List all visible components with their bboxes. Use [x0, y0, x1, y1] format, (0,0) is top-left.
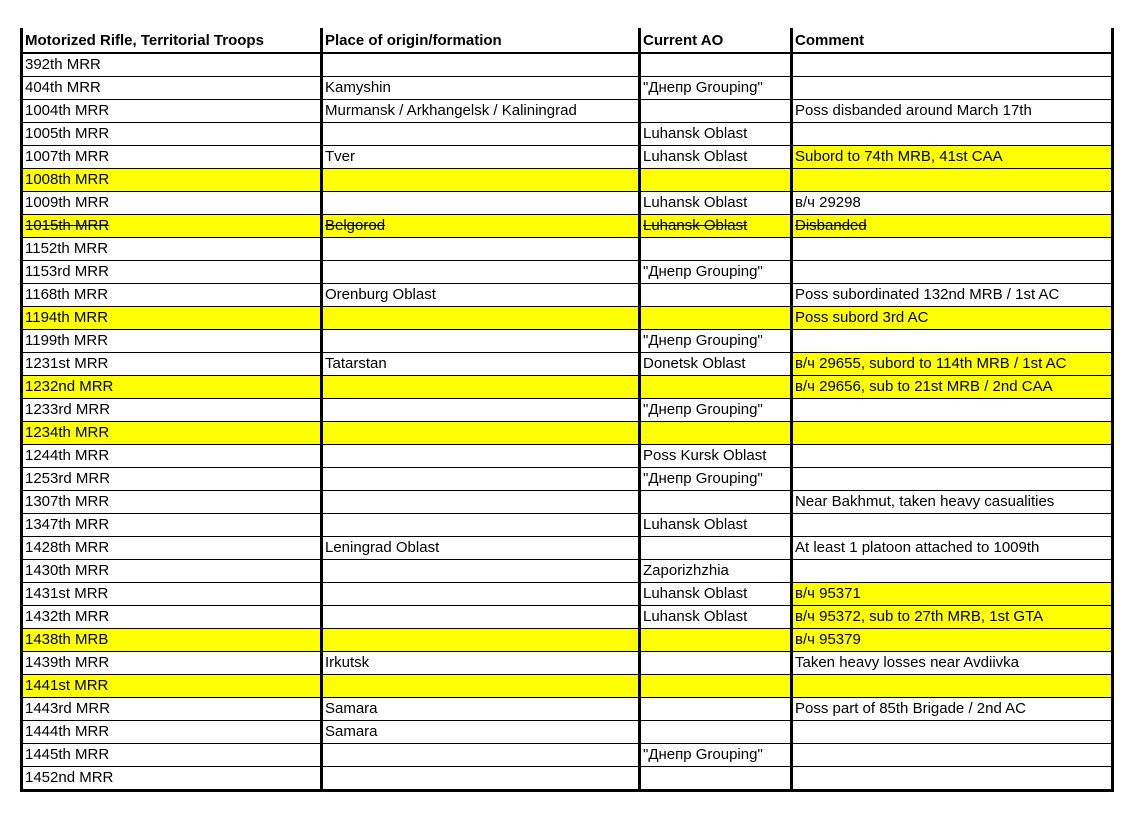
unit-cell: 1234th MRR	[22, 422, 322, 445]
origin-cell	[322, 422, 640, 445]
comment-cell	[792, 261, 1113, 284]
unit-cell: 1428th MRR	[22, 537, 322, 560]
comment-cell: At least 1 platoon attached to 1009th	[792, 537, 1113, 560]
origin-cell	[322, 376, 640, 399]
table-row	[22, 123, 1113, 146]
comment-cell: Poss part of 85th Brigade / 2nd AC	[792, 698, 1113, 721]
comment-cell: Subord to 74th MRB, 41st CAA	[792, 146, 1113, 169]
current-ao-cell: Zaporizhzhia	[640, 560, 792, 583]
origin-cell	[322, 675, 640, 698]
comment-cell	[792, 744, 1113, 767]
table-row	[22, 146, 1113, 169]
current-ao-cell: "Днепр Grouping"	[640, 468, 792, 491]
table-row	[22, 307, 1113, 330]
comment-cell	[792, 399, 1113, 422]
unit-cell: 1007th MRR	[22, 146, 322, 169]
current-ao-cell	[640, 422, 792, 445]
comment-cell	[792, 767, 1113, 791]
unit-cell: 1307th MRR	[22, 491, 322, 514]
comment-cell: Disbanded	[792, 215, 1113, 238]
current-ao-cell	[640, 169, 792, 192]
unit-cell: 1152th MRR	[22, 238, 322, 261]
unit-cell: 1015th MRR	[22, 215, 322, 238]
origin-cell	[322, 261, 640, 284]
current-ao-cell	[640, 307, 792, 330]
current-ao-cell	[640, 721, 792, 744]
comment-cell	[792, 169, 1113, 192]
origin-cell: Irkutsk	[322, 652, 640, 675]
comment-cell	[792, 53, 1113, 77]
table-row	[22, 399, 1113, 422]
header-comment: Comment	[792, 28, 1113, 53]
origin-cell	[322, 192, 640, 215]
origin-cell	[322, 330, 640, 353]
origin-cell	[322, 169, 640, 192]
origin-cell	[322, 123, 640, 146]
origin-cell	[322, 238, 640, 261]
origin-cell: Kamyshin	[322, 77, 640, 100]
comment-cell	[792, 445, 1113, 468]
table-row	[22, 468, 1113, 491]
current-ao-cell	[640, 629, 792, 652]
current-ao-cell	[640, 100, 792, 123]
current-ao-cell: Luhansk Oblast	[640, 192, 792, 215]
origin-cell	[322, 606, 640, 629]
table-row	[22, 744, 1113, 767]
comment-cell: Poss disbanded around March 17th	[792, 100, 1113, 123]
comment-cell	[792, 675, 1113, 698]
current-ao-cell	[640, 238, 792, 261]
unit-cell: 1441st MRR	[22, 675, 322, 698]
table-row	[22, 629, 1113, 652]
current-ao-cell	[640, 652, 792, 675]
comment-cell	[792, 123, 1113, 146]
current-ao-cell: Luhansk Oblast	[640, 583, 792, 606]
origin-cell: Samara	[322, 698, 640, 721]
current-ao-cell	[640, 284, 792, 307]
table-row	[22, 215, 1113, 238]
origin-cell	[322, 445, 640, 468]
current-ao-cell: "Днепр Grouping"	[640, 744, 792, 767]
table-row	[22, 491, 1113, 514]
table-row	[22, 53, 1113, 77]
table-row	[22, 261, 1113, 284]
comment-cell: в/ч 95372, sub to 27th MRB, 1st GTA	[792, 606, 1113, 629]
table-row	[22, 376, 1113, 399]
comment-cell: в/ч 29656, sub to 21st MRB / 2nd CAA	[792, 376, 1113, 399]
comment-cell	[792, 238, 1113, 261]
comment-cell: Poss subordinated 132nd MRB / 1st AC	[792, 284, 1113, 307]
unit-cell: 1347th MRR	[22, 514, 322, 537]
table-row	[22, 238, 1113, 261]
unit-cell: 1168th MRR	[22, 284, 322, 307]
unit-cell: 1233rd MRR	[22, 399, 322, 422]
current-ao-cell	[640, 767, 792, 791]
unit-cell: 392th MRR	[22, 53, 322, 77]
table-row	[22, 675, 1113, 698]
origin-cell	[322, 744, 640, 767]
origin-cell: Murmansk / Arkhangelsk / Kaliningrad	[322, 100, 640, 123]
unit-cell: 1253rd MRR	[22, 468, 322, 491]
table-row	[22, 422, 1113, 445]
origin-cell	[322, 53, 640, 77]
origin-cell: Leningrad Oblast	[322, 537, 640, 560]
units-table	[20, 28, 1114, 792]
unit-cell: 1432th MRR	[22, 606, 322, 629]
comment-cell	[792, 468, 1113, 491]
unit-cell: 1231st MRR	[22, 353, 322, 376]
comment-cell	[792, 77, 1113, 100]
comment-cell: в/ч 29655, subord to 114th MRB / 1st AC	[792, 353, 1113, 376]
unit-cell: 1004th MRR	[22, 100, 322, 123]
unit-cell: 1005th MRR	[22, 123, 322, 146]
unit-cell: 1430th MRR	[22, 560, 322, 583]
origin-cell: Tatarstan	[322, 353, 640, 376]
table-row	[22, 767, 1113, 791]
unit-cell: 1444th MRR	[22, 721, 322, 744]
current-ao-cell	[640, 491, 792, 514]
header-unit: Motorized Rifle, Territorial Troops	[22, 28, 322, 53]
unit-cell: 1008th MRR	[22, 169, 322, 192]
table-row	[22, 330, 1113, 353]
comment-cell	[792, 721, 1113, 744]
comment-cell: Taken heavy losses near Avdiivka	[792, 652, 1113, 675]
current-ao-cell	[640, 53, 792, 77]
table-row	[22, 100, 1113, 123]
table-body	[22, 53, 1113, 791]
unit-cell: 1438th MRB	[22, 629, 322, 652]
current-ao-cell: "Днепр Grouping"	[640, 330, 792, 353]
table-row	[22, 652, 1113, 675]
table-row	[22, 583, 1113, 606]
table-row	[22, 537, 1113, 560]
current-ao-cell	[640, 376, 792, 399]
current-ao-cell: "Днепр Grouping"	[640, 77, 792, 100]
comment-cell: Near Bakhmut, taken heavy casualities	[792, 491, 1113, 514]
table-row	[22, 698, 1113, 721]
current-ao-cell	[640, 698, 792, 721]
unit-cell: 1232nd MRR	[22, 376, 322, 399]
current-ao-cell: "Днепр Grouping"	[640, 261, 792, 284]
origin-cell: Orenburg Oblast	[322, 284, 640, 307]
comment-cell: в/ч 95379	[792, 629, 1113, 652]
comment-cell	[792, 330, 1113, 353]
origin-cell	[322, 491, 640, 514]
origin-cell	[322, 399, 640, 422]
origin-cell: Tver	[322, 146, 640, 169]
unit-cell: 1153rd MRR	[22, 261, 322, 284]
origin-cell	[322, 767, 640, 791]
current-ao-cell: Luhansk Oblast	[640, 146, 792, 169]
current-ao-cell: Poss Kursk Oblast	[640, 445, 792, 468]
current-ao-cell: "Днепр Grouping"	[640, 399, 792, 422]
origin-cell: Belgorod	[322, 215, 640, 238]
current-ao-cell: Donetsk Oblast	[640, 353, 792, 376]
current-ao-cell: Luhansk Oblast	[640, 215, 792, 238]
origin-cell	[322, 468, 640, 491]
comment-cell	[792, 422, 1113, 445]
unit-cell: 1009th MRR	[22, 192, 322, 215]
table-row	[22, 606, 1113, 629]
table-row	[22, 353, 1113, 376]
table-row	[22, 721, 1113, 744]
origin-cell	[322, 307, 640, 330]
unit-cell: 1439th MRR	[22, 652, 322, 675]
table-row	[22, 169, 1113, 192]
origin-cell: Samara	[322, 721, 640, 744]
comment-cell	[792, 514, 1113, 537]
current-ao-cell	[640, 537, 792, 560]
unit-cell: 1443rd MRR	[22, 698, 322, 721]
current-ao-cell: Luhansk Oblast	[640, 606, 792, 629]
unit-cell: 1244th MRR	[22, 445, 322, 468]
unit-cell: 1431st MRR	[22, 583, 322, 606]
origin-cell	[322, 514, 640, 537]
origin-cell	[322, 583, 640, 606]
comment-cell: в/ч 29298	[792, 192, 1113, 215]
comment-cell: Poss subord 3rd AC	[792, 307, 1113, 330]
table-row	[22, 514, 1113, 537]
origin-cell	[322, 629, 640, 652]
header-origin: Place of origin/formation	[322, 28, 640, 53]
table-row	[22, 192, 1113, 215]
table-header	[22, 28, 1113, 53]
table-row	[22, 77, 1113, 100]
header-row	[22, 28, 1113, 53]
table-row	[22, 284, 1113, 307]
comment-cell	[792, 560, 1113, 583]
unit-cell: 1194th MRR	[22, 307, 322, 330]
table-row	[22, 445, 1113, 468]
current-ao-cell: Luhansk Oblast	[640, 123, 792, 146]
origin-cell	[322, 560, 640, 583]
unit-cell: 404th MRR	[22, 77, 322, 100]
current-ao-cell: Luhansk Oblast	[640, 514, 792, 537]
header-current-ao: Current AO	[640, 28, 792, 53]
unit-cell: 1199th MRR	[22, 330, 322, 353]
current-ao-cell	[640, 675, 792, 698]
comment-cell: в/ч 95371	[792, 583, 1113, 606]
table-row	[22, 560, 1113, 583]
unit-cell: 1452nd MRR	[22, 767, 322, 791]
unit-cell: 1445th MRR	[22, 744, 322, 767]
